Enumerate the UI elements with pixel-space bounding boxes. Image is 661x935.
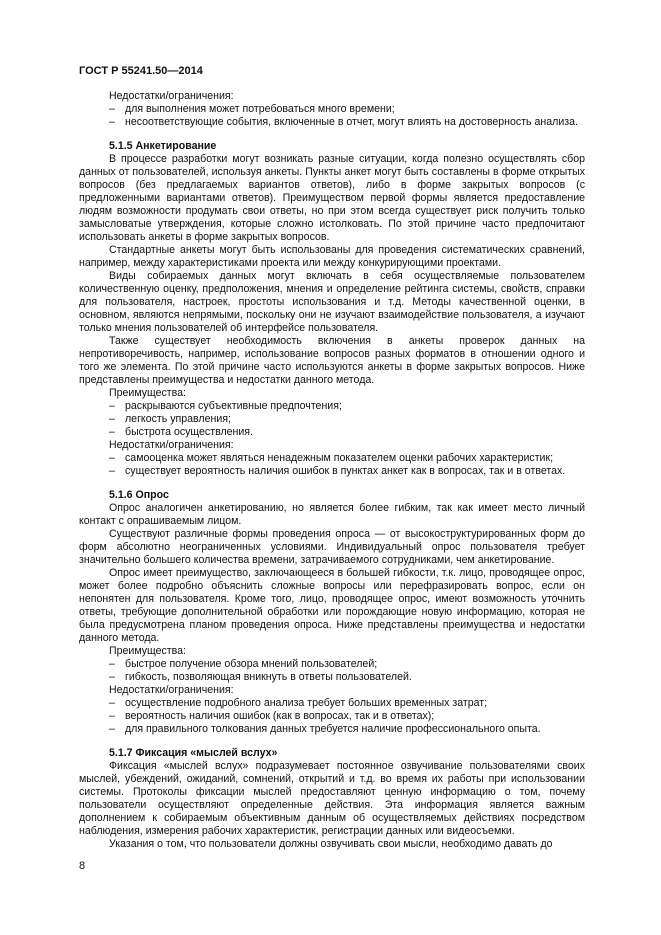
paragraph: Виды собираемых данных могут включать в себя осуществляемые пользователем количественную оценку, предположения, мнения и определение рейтинга системы, свойств, справки для пользователя, настроек, простоты использования и т.д. Методы качественной оценки, в основном, являются непрямыми, поскольку они не изучают взаимодействие пользователя, а изучают только мнения пользователей об интерфейсе пользователя. <box>79 270 585 334</box>
advantages-list <box>79 658 585 684</box>
list-item: – быстрота осуществления. <box>79 426 585 439</box>
section-heading-5-1-5: 5.1.5 Анкетирование <box>109 140 217 152</box>
list-item: – раскрываются субъективные предпочтения; <box>79 400 585 413</box>
paragraph: Фиксация «мыслей вслух» подразумевает постоянное озвучивание пользователями своих мыслей, убеждений, ожиданий, сомнений, открытий и т.д. во время их работы при использовании системы. Протоколы фиксации мыслей предоставляют ценную информацию о том, почему пользователи осуществляют определенные действия. Эта информация является важным дополнением к собираемым объективным данным об осуществляемых действиях посредством наблюдения, измерения рабочих характеристик, регистрации данных или видеосъемки. <box>79 760 585 837</box>
standard-header: ГОСТ Р 55241.50—2014 <box>79 65 203 77</box>
advantages-label: Преимущества: <box>109 387 186 399</box>
intro-disadvantages-label: Недостатки/ограничения: <box>109 90 234 102</box>
page-content <box>79 90 585 851</box>
list-item: – самооценка может являться ненадежным показателем оценки рабочих характеристик; <box>79 452 585 465</box>
disadvantages-list <box>79 697 585 736</box>
page-number: 8 <box>79 860 86 872</box>
list-item: – быстрое получение обзора мнений пользователей; <box>79 658 585 671</box>
paragraph: Указания о том, что пользователи должны озвучивать свои мысли, необходимо давать до <box>109 838 553 850</box>
intro-disadvantages-list <box>79 103 585 129</box>
section-heading-5-1-6: 5.1.6 Опрос <box>109 489 169 501</box>
list-item: – для выполнения может потребоваться много времени; <box>79 103 585 116</box>
list-item: – существует вероятность наличия ошибок в пунктах анкет как в вопросах, так и в ответах. <box>79 465 585 478</box>
list-item: – несоответствующие события, включенные в отчет, могут влиять на достоверность анализа. <box>79 116 585 129</box>
disadvantages-list <box>79 452 585 478</box>
advantages-label: Преимущества: <box>109 645 186 657</box>
section-heading-5-1-7: 5.1.7 Фиксация «мыслей вслух» <box>109 747 278 759</box>
list-item: – вероятность наличия ошибок (как в вопросах, так и в ответах); <box>79 710 585 723</box>
paragraph: Существуют различные формы проведения опроса — от высокоструктурированных форм до форм абсолютно неограниченных условиями. Индивидуальный опрос пользователя требует значительно большего количества времени, затрачиваемого сотрудниками, чем анкетирование. <box>79 528 585 566</box>
paragraph: В процессе разработки могут возникать разные ситуации, когда полезно осуществлять сбор данных от пользователей, используя анкеты. Пункты анкет могут быть составлены в форме открытых вопросов (без предлагаемых вариантов ответов), либо в форме закрытых вопросов (с предложенными вариантами ответов). Преимуществом первой формы является предоставление людям возможности продумать свои ответы, но при этом всегда существует риск получить только замысловатые утверждения, которые сложно истолковать. По этой причине часто предпочитают использовать анкеты в форме закрытых вопросов. <box>79 153 585 243</box>
list-item: – для правильного толкования данных требуется наличие профессионального опыта. <box>79 723 585 736</box>
list-item: – легкость управления; <box>79 413 585 426</box>
list-item: – осуществление подробного анализа требует больших временных затрат; <box>79 697 585 710</box>
disadvantages-label: Недостатки/ограничения: <box>109 684 234 696</box>
paragraph: Опрос аналогичен анкетированию, но является более гибким, так как имеет место личный контакт с опрашиваемым лицом. <box>79 502 585 527</box>
paragraph: Стандартные анкеты могут быть использованы для проведения систематических сравнений, например, между характеристиками проекта или между конкурирующими проектами. <box>79 244 585 269</box>
list-item: – гибкость, позволяющая вникнуть в ответы пользователей. <box>79 671 585 684</box>
paragraph: Опрос имеет преимущество, заключающееся в большей гибкости, т.к. лицо, проводящее опрос, может более подробно объяснить сложные вопросы или перефразировать вопрос, если он непонятен для пользователя. Кроме того, лицо, проводящее опрос, имеют возможность уточнить ответы, требующие дополнительной обработки или порождающие новую информацию, которая не была предусмотрена планом проведения опроса. Ниже представлены преимущества и недостатки данного метода. <box>79 567 585 644</box>
advantages-list <box>79 400 585 439</box>
disadvantages-label: Недостатки/ограничения: <box>109 439 234 451</box>
paragraph: Также существует необходимость включения в анкеты проверок данных на непротиворечивость, например, использование вопросов разных форматов в отношении одного и того же элемента. По этой причине часто используются анкеты в форме закрытых вопросов. Ниже представлены преимущества и недостатки данного метода. <box>79 335 585 386</box>
